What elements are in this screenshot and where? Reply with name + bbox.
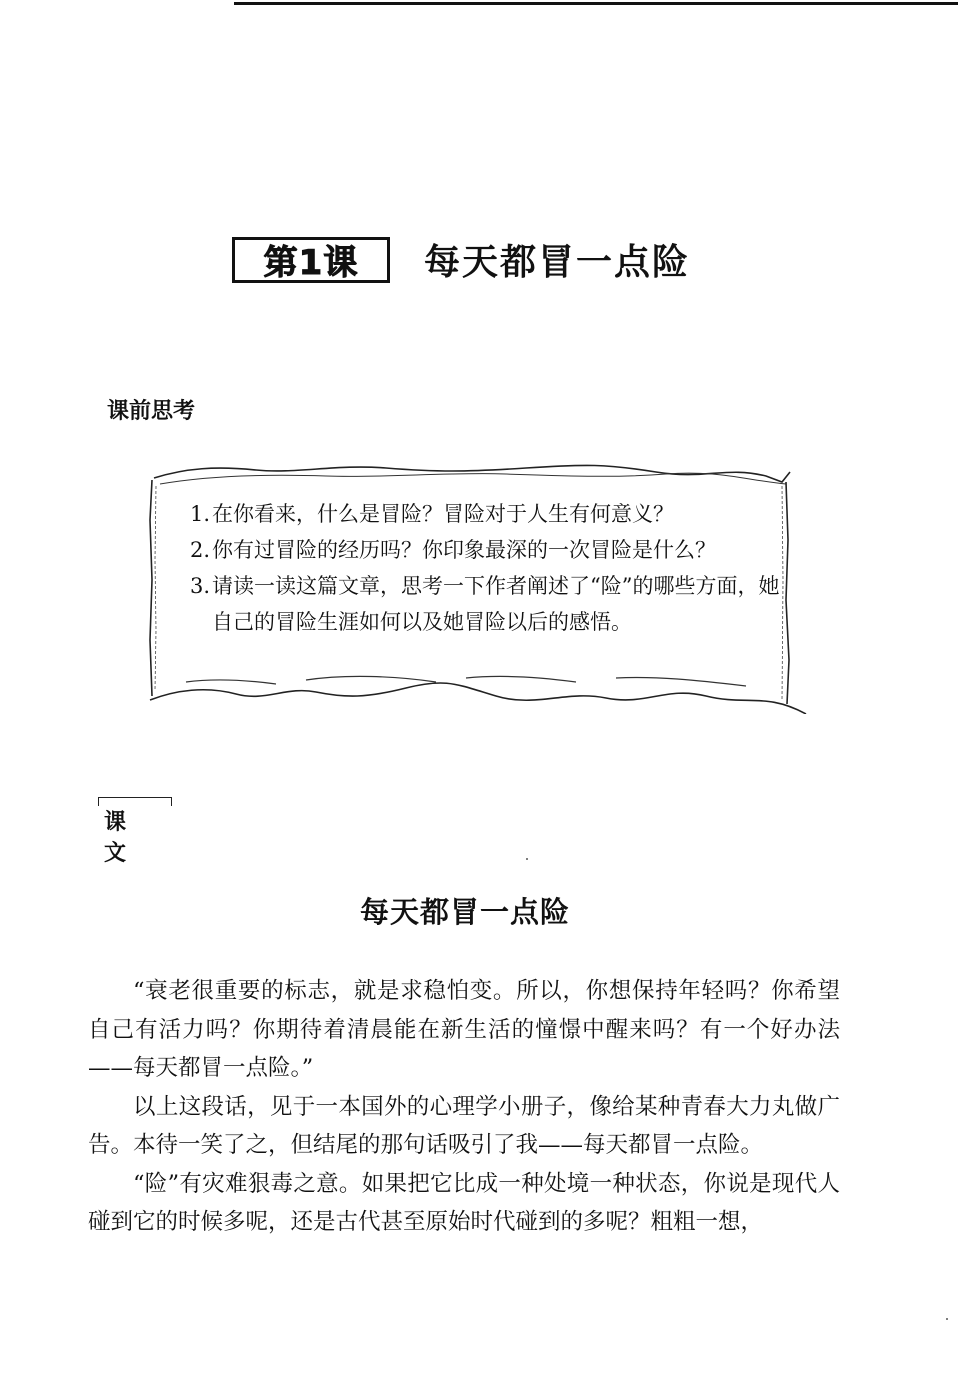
text-section-heading xyxy=(98,797,174,866)
text-section-label: 课 文 xyxy=(104,810,139,866)
article-paragraph: 以上这段话，见于一本国外的心理学小册子，像给某种青春大力丸做广告。本待一笑了之，但结尾的那句话吸引了我——每天都冒一点险。 xyxy=(88,1093,840,1158)
lesson-number-badge xyxy=(232,237,390,283)
question-text: 请读一读这篇文章，思考一下作者阐述了“险”的哪些方面，她自己的冒险生涯如何以及她冒险以后的感悟。 xyxy=(212,574,780,634)
question-number: 1. xyxy=(190,502,211,526)
lesson-number-label: 第1课 xyxy=(263,243,359,283)
question-text: 在你看来，什么是冒险？冒险对于人生有何意义？ xyxy=(212,502,674,526)
question-text: 你有过冒险的经历吗？你印象最深的一次冒险是什么？ xyxy=(212,538,716,562)
prereading-heading: 课前思考 xyxy=(107,399,196,424)
prereading-question-list xyxy=(190,496,790,640)
article-body xyxy=(88,972,840,1242)
lesson-title: 每天都冒一点险 xyxy=(424,242,691,283)
article-paragraph: “衰老很重要的标志，就是求稳怕变。所以，你想保持年轻吗？你希望自己有活力吗？你期待着清晨能在新生活的憧憬中醒来吗？有一个好办法——每天都冒一点险。” xyxy=(88,978,840,1081)
lesson-header xyxy=(232,234,690,285)
question-number: 3. xyxy=(190,574,211,598)
article-title: 每天都冒一点险 xyxy=(359,895,570,929)
question-number: 2. xyxy=(190,538,211,562)
article-paragraph: “险”有灾难狠毒之意。如果把它比成一种处境一种状态，你说是现代人碰到它的时候多呢，还是古代甚至原始时代碰到的多呢？粗粗一想， xyxy=(88,1170,840,1235)
question-item xyxy=(190,568,790,640)
question-item xyxy=(190,496,790,532)
prereading-question-box xyxy=(146,460,810,714)
question-item xyxy=(190,532,790,568)
scan-speck xyxy=(946,1318,948,1320)
page-top-rule xyxy=(234,2,958,5)
scan-speck xyxy=(526,858,528,860)
